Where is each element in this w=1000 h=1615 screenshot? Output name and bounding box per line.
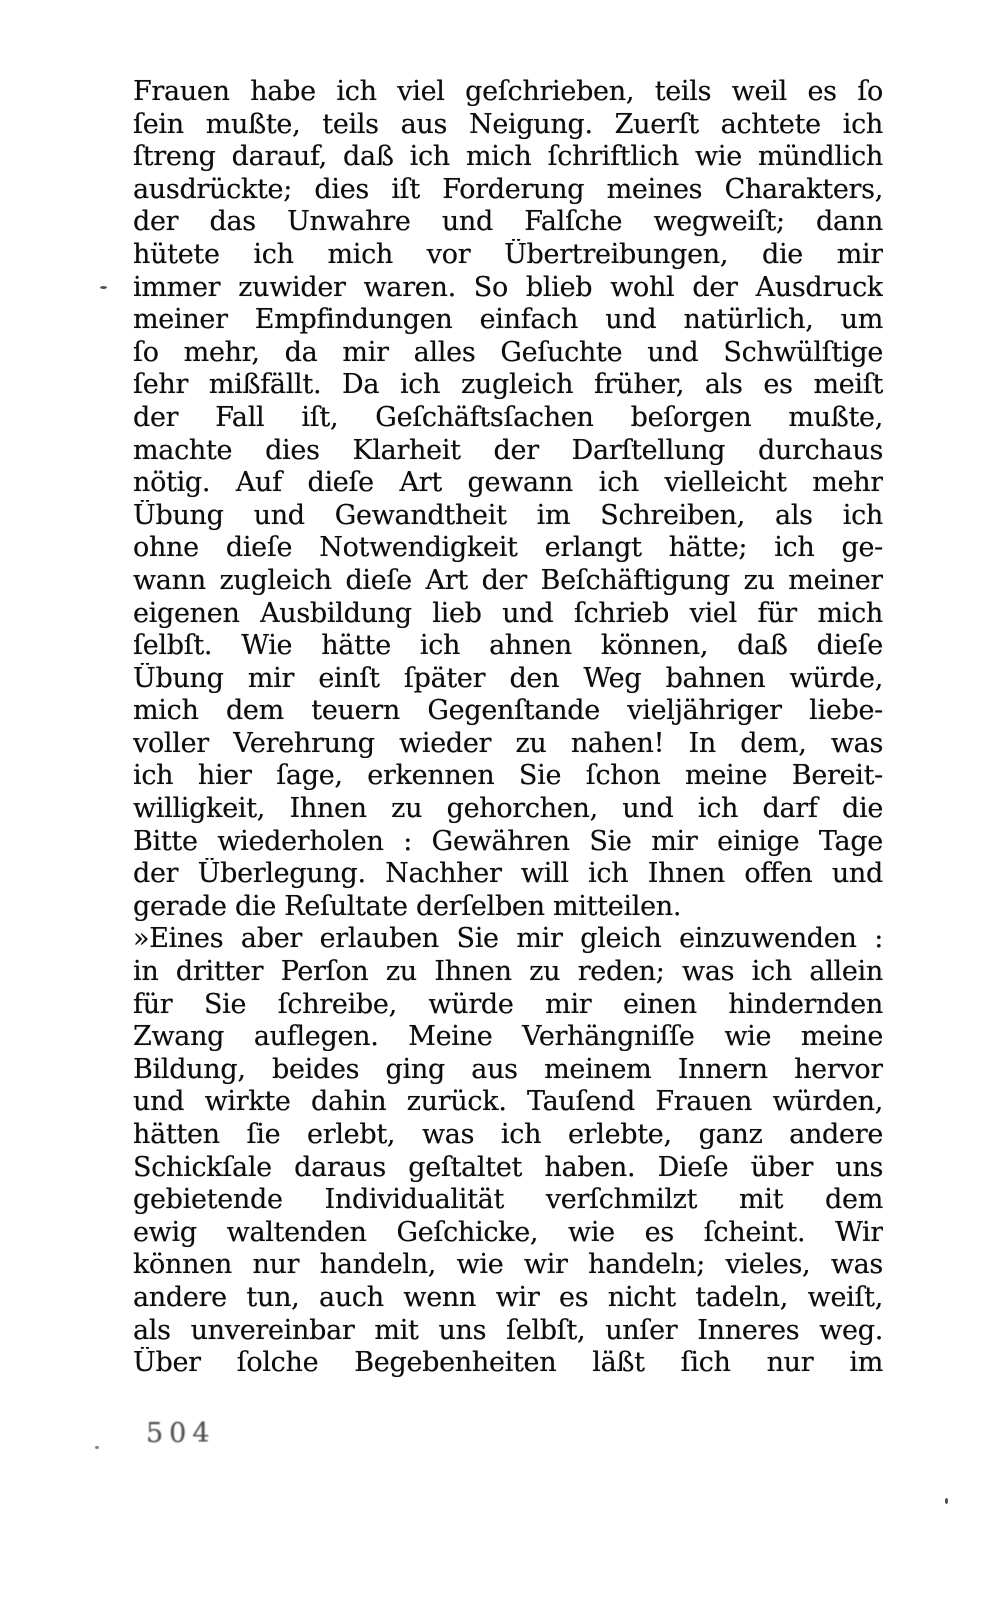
ink-speck [100,286,107,289]
text-line: hütete ich mich vor Übertreibungen, die mir [133,238,883,270]
paragraph [133,923,883,1379]
text-line: Frauen habe ich viel geſchrieben, teils weil es ſo [133,76,883,107]
text-line: ſein mußte, teils aus Neigung. Zuerſt achtete ich [133,108,883,140]
text-line: Übung und Gewandtheit im Schreiben, als ich [133,499,883,531]
ink-speck [95,1446,99,1449]
paragraph [133,76,883,923]
text-line: ſelbſt. Wie hätte ich ahnen können, daß dieſe [133,630,883,662]
text-line: Übung mir einſt ſpäter den Weg bahnen würde, [133,662,883,694]
text-line: und wirkte dahin zurück. Tauſend Frauen würden, [133,1086,883,1118]
text-line: Bitte wiederholen : Gewähren Sie mir einige Tage [133,825,883,857]
text-line: ſo mehr, da mir alles Geſuchte und Schwülſtige [133,336,883,368]
text-line: wann zugleich dieſe Art der Beſchäftigung zu meiner [133,564,883,596]
text-line: ich hier ſage, erkennen Sie ſchon meine Bereit- [133,760,883,792]
text-line: für Sie ſchreibe, würde mir einen hindernden [133,988,883,1020]
text-line: können nur handeln, wie wir handeln; vieles, was [133,1249,883,1281]
text-line: nötig. Auf dieſe Art gewann ich vielleicht mehr [133,467,883,499]
text-line: der Überlegung. Nachher will ich Ihnen offen und [133,858,883,890]
text-line: Zwang auflegen. Meine Verhängniſſe wie meine [133,1021,883,1053]
text-line: machte dies Klarheit der Darſtellung durchaus [133,434,883,466]
text-line: ſehr mißfällt. Da ich zugleich früher, als es meiſt [133,369,883,401]
text-line: gerade die Reſultate derſelben mitteilen. [133,890,682,922]
text-line: eigenen Ausbildung lieb und ſchrieb viel für mich [133,597,883,629]
text-line: immer zuwider waren. So blieb wohl der Ausdruck [133,271,883,303]
text-line: ausdrückte; dies iſt Forderung meines Charakters, [133,173,883,205]
text-line: Bildung, beides ging aus meinem Innern hervor [133,1053,883,1085]
text-line: »Eines aber erlauben Sie mir gleich einzuwenden : [133,923,883,955]
text-line: ohne dieſe Notwendigkeit erlangt hätte; ich ge- [133,532,883,564]
page-number: 504 [146,1418,216,1449]
text-line: der Fall iſt, Geſchäftsſachen beſorgen mußte, [133,401,883,433]
text-line: Über ſolche Begebenheiten läßt ſich nur im [133,1347,883,1379]
text-line: hätten ſie erlebt, was ich erlebte, ganz andere [133,1119,883,1150]
text-line: als unvereinbar mit uns ſelbſt, unſer Inneres weg. [133,1314,883,1346]
text-line: in dritter Perſon zu Ihnen zu reden; was ich allein [133,956,883,988]
text-line: meiner Empfindungen einfach und natürlich, um [133,304,883,336]
text-line: andere tun, auch wenn wir es nicht tadeln, weiſt, [133,1281,883,1313]
body-text [133,76,883,1380]
text-line: ſtreng darauf, daß ich mich ſchriftlich wie mündlich [133,141,883,173]
ink-speck [945,1498,948,1504]
text-line: willigkeit, Ihnen zu gehorchen, und ich darf die [133,793,883,825]
text-line: Schickſale daraus geſtaltet haben. Dieſe über uns [133,1151,883,1183]
text-line: mich dem teuern Gegenſtande vieljähriger liebe- [133,695,883,727]
text-line: gebietende Individualität verſchmilzt mit dem [133,1184,883,1216]
text-line: der das Unwahre und Falſche wegweiſt; dann [133,206,883,238]
text-line: voller Verehrung wieder zu nahen! In dem, was [133,727,883,759]
text-line: ewig waltenden Geſchicke, wie es ſcheint. Wir [133,1216,883,1248]
